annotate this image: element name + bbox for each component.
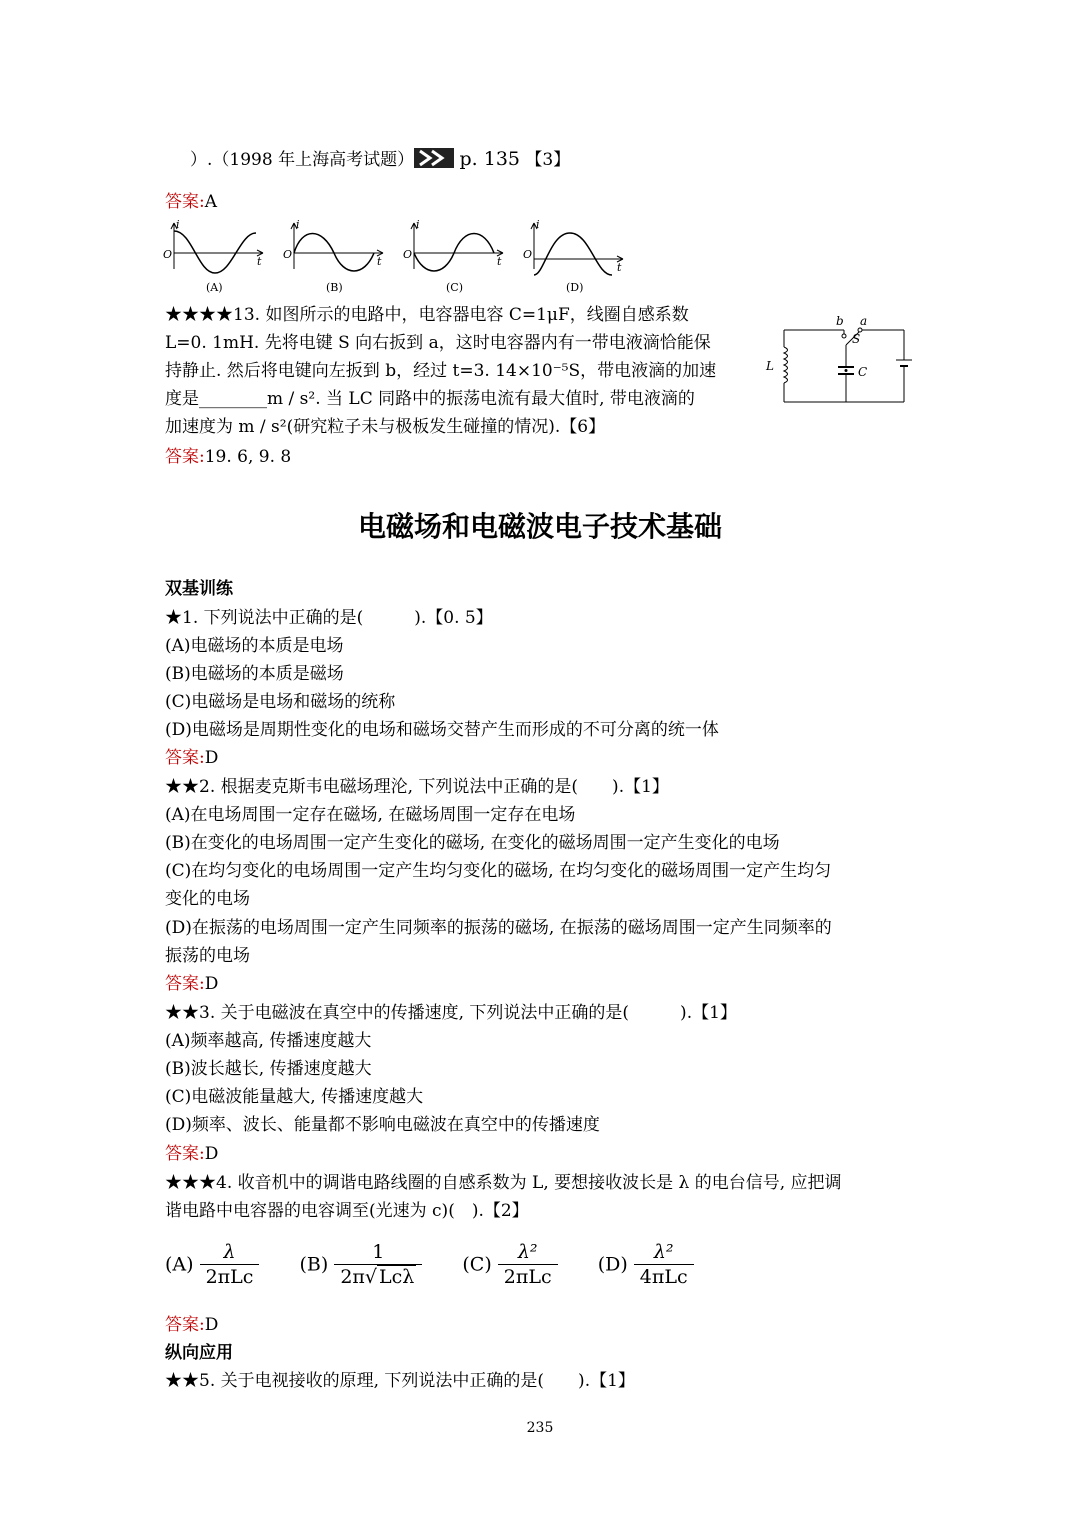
q13-line-1: ★★★★13. 如图所示的电路中，电容器电容 C=1μF，线圈自感系数	[165, 305, 689, 325]
axis-i-label: i	[176, 218, 180, 231]
wave-graphs	[160, 215, 640, 297]
q4-option-c: (C) λ² 2πLc	[462, 1240, 557, 1289]
axis-t-label: t	[497, 255, 502, 268]
axis-i-label: i	[536, 218, 540, 231]
q1-answer: 答案:D	[165, 748, 219, 768]
axis-t-label: t	[617, 261, 622, 274]
q4-option-d: (D) λ² 4πLc	[598, 1240, 694, 1289]
graph-a	[163, 218, 263, 294]
graph-b	[283, 218, 383, 294]
q13-line-4: 度是________m / s². 当 LC 同路中的振荡电流有最大值时, 带电液滴的	[165, 389, 695, 409]
answer-line: 答案:A	[165, 192, 218, 212]
page-number: 235	[526, 1420, 554, 1436]
q2-option-b: (B)在变化的电场周围一定产生变化的磁场, 在变化的磁场周围一定产生变化的电场	[165, 833, 780, 853]
q4-options	[165, 1240, 694, 1289]
section-heading: 纵向应用	[165, 1343, 233, 1363]
axis-i-label: i	[416, 218, 420, 231]
axis-o-label: O	[403, 248, 413, 261]
graph-label-a: (A)	[206, 281, 223, 294]
q1-stem: ★1. 下列说法中正确的是( ).【0. 5】	[165, 608, 493, 628]
sqrt-radicand: Lcλ	[379, 1266, 415, 1288]
q5-stem: ★★5. 关于电视接收的原理, 下列说法中正确的是( ).【1】	[165, 1371, 635, 1391]
answer-value: 19. 6, 9. 8	[204, 447, 292, 467]
page-ref: p. 135	[459, 148, 520, 170]
graph-label-d: (D)	[566, 281, 584, 294]
axis-o-label: O	[163, 248, 173, 261]
fraction-numerator: λ	[200, 1240, 260, 1265]
q3-option-a: (A)频率越高, 传播速度越大	[165, 1031, 372, 1051]
q4-option-a: (A) λ 2πLc	[165, 1240, 259, 1289]
section-heading: 双基训练	[165, 579, 233, 599]
q1-option-b: (B)电磁场的本质是磁场	[165, 664, 344, 684]
q13-line-5: 加速度为 m / s²(研究粒子未与极板发生碰撞的情况).【6】	[165, 417, 606, 437]
q4-answer: 答案:D	[165, 1315, 219, 1335]
fraction-denominator: 2π√ Lcλ	[340, 1266, 415, 1288]
double-arrow-icon	[414, 148, 454, 168]
fraction-denominator: 2πLc	[205, 1266, 254, 1288]
q2-option-a: (A)在电场周围一定存在磁场, 在磁场周围一定存在电场	[165, 805, 576, 825]
fraction-denominator: 2πLc	[503, 1266, 552, 1288]
q4-stem-line-2: 谐电路中电容器的电容调至(光速为 c)( ).【2】	[165, 1201, 529, 1221]
q13-line-2: L=0. 1mH. 先将电键 S 向右扳到 a，这时电容器内有一带电液滴恰能保	[165, 333, 711, 353]
q2-option-c-cont: 变化的电场	[165, 889, 250, 909]
axis-t-label: t	[257, 255, 262, 268]
page-title: 电磁场和电磁波电子技术基础	[357, 510, 722, 543]
graph-label-b: (B)	[326, 281, 343, 294]
q4-option-b: (B) 1 2π√ Lcλ	[299, 1240, 422, 1289]
q1-option-d: (D)电磁场是周期性变化的电场和磁场交替产生而形成的不可分离的统一体	[165, 720, 719, 740]
axis-o-label: O	[283, 248, 293, 261]
axis-i-label: i	[296, 218, 300, 231]
q2-stem: ★★2. 根据麦克斯韦电磁场理沦, 下列说法中正确的是( ).【1】	[165, 777, 669, 797]
q1-option-c: (C)电磁场是电场和磁场的统称	[165, 692, 396, 712]
fraction-numerator: λ²	[634, 1240, 694, 1265]
fraction-numerator: 1	[334, 1240, 422, 1265]
axis-t-label: t	[377, 255, 382, 268]
answer-value: D	[204, 974, 219, 994]
q3-option-c: (C)电磁波能量越大, 传播速度越大	[165, 1087, 424, 1107]
q2-option-d-cont: 振荡的电场	[165, 946, 250, 966]
source-line	[190, 148, 570, 171]
q2-answer: 答案:D	[165, 974, 219, 994]
q3-option-b: (B)波长越长, 传播速度越大	[165, 1059, 372, 1079]
graph-d	[523, 218, 623, 294]
q13-answer: 答案:19. 6, 9. 8	[165, 447, 292, 467]
terminal-a-label: a	[860, 314, 868, 328]
capacitor-c-label: C	[858, 365, 868, 379]
terminal-b-label: b	[836, 314, 844, 328]
q4-stem-line-1: ★★★4. 收音机中的调谐电路线圈的自感系数为 L, 要想接收波长是 λ 的电台信号, 应把调	[165, 1173, 842, 1193]
q13-line-3: 持静止. 然后将电键向左扳到 b，经过 t=3. 14×10⁻⁵S，带电液滴的加速	[165, 361, 717, 381]
fraction-denominator: 4πLc	[639, 1266, 688, 1288]
answer-value: A	[204, 192, 218, 212]
inductor-l-label: L	[766, 359, 774, 373]
q2-option-c: (C)在均匀变化的电场周围一定产生均匀变化的磁场, 在均匀变化的磁场周围一定产生均匀	[165, 861, 832, 881]
q3-stem: ★★3. 关于电磁波在真空中的传播速度, 下列说法中正确的是( ).【1】	[165, 1003, 737, 1023]
fraction-numerator: λ²	[498, 1240, 558, 1265]
axis-o-label: O	[523, 248, 533, 261]
switch-s-label: S	[852, 332, 861, 346]
q1-option-a: (A)电磁场的本质是电场	[165, 636, 344, 656]
q3-option-d: (D)频率、波长、能量都不影响电磁波在真空中的传播速度	[165, 1115, 600, 1135]
source-text: ）.（1998 年上海高考试题）	[190, 150, 415, 170]
lc-circuit-diagram	[762, 312, 912, 408]
graph-label-c: (C)	[446, 281, 463, 294]
difficulty: 【3】	[525, 150, 571, 170]
answer-value: D	[204, 1315, 219, 1335]
answer-value: D	[204, 1144, 219, 1164]
q2-option-d: (D)在振荡的电场周围一定产生同频率的振荡的磁场, 在振荡的磁场周围一定产生同频率的	[165, 918, 832, 938]
q3-answer: 答案:D	[165, 1144, 219, 1164]
graph-c	[403, 218, 503, 294]
answer-value: D	[204, 748, 219, 768]
